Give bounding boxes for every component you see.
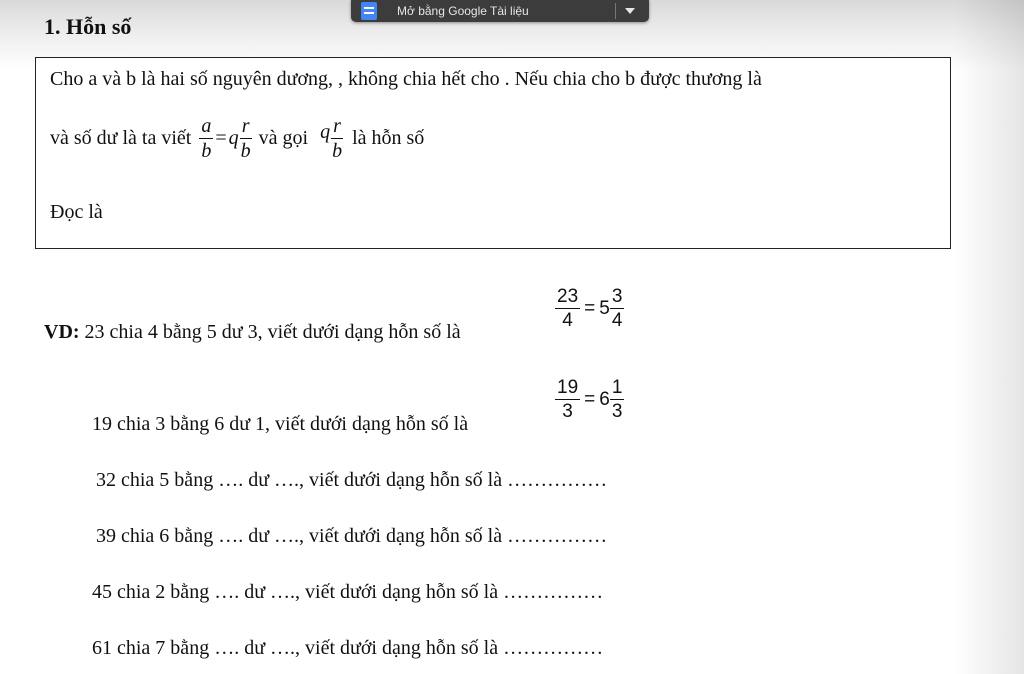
example-1-sentence: 23 chia 4 bằng 5 dư 3, viết dưới dạng hỗn số là [79, 321, 461, 343]
definition-box [35, 57, 951, 249]
mixed-number-fraction [610, 378, 625, 421]
exercise-line: 39 chia 6 bằng …. dư …., viết dưới dạng hỗn số là …………… [96, 525, 608, 547]
definition-line-2-suffix: là hỗn số [352, 127, 425, 149]
exercise-line: 45 chia 2 bằng …. dư …., viết dưới dạng hỗn số là …………… [92, 581, 604, 603]
fraction-a-over-b [199, 116, 213, 161]
example-1-text [44, 321, 461, 344]
fraction-denominator: 4 [611, 310, 623, 331]
fraction-numerator: 23 [557, 286, 579, 307]
example-2-text: 19 chia 3 bằng 6 dư 1, viết dưới dạng hỗn số là [92, 413, 469, 435]
mixed-number-whole: 5 [599, 297, 610, 319]
toolbar-divider [615, 3, 616, 19]
right-shadow [954, 0, 1024, 674]
definition-line-2-prefix: và số dư là ta viết [50, 127, 192, 149]
fraction-numerator: a [201, 115, 212, 137]
definition-line-3: Đọc là [50, 201, 103, 223]
exercise-line: 32 chia 5 bằng …. dư …., viết dưới dạng hỗn số là …………… [96, 469, 608, 491]
fraction-denominator: b [201, 140, 212, 162]
fraction-denominator: b [332, 140, 343, 162]
fraction-denominator: b [240, 140, 251, 162]
mixed-number-fraction [610, 287, 625, 330]
chevron-down-icon[interactable] [625, 8, 635, 14]
equals-sign: = [584, 388, 596, 410]
definition-line-2 [50, 116, 424, 161]
section-heading: 1. Hỗn số [44, 14, 132, 39]
definition-line-1: Cho a và b là hai số nguyên dương, , không chia hết cho . Nếu chia cho b được thương là [50, 68, 762, 90]
improper-fraction [555, 287, 580, 330]
open-with-google-docs-button[interactable] [351, 0, 649, 22]
fraction-numerator: 3 [611, 286, 623, 307]
example-2-equation [555, 378, 624, 421]
mixed-number-whole: 6 [599, 388, 610, 410]
example-1-equation [555, 287, 624, 330]
fraction-denominator: 3 [562, 401, 573, 422]
fraction-numerator: 19 [557, 377, 579, 398]
fraction-numerator: 1 [611, 377, 623, 398]
equals-sign: = [584, 297, 596, 319]
improper-fraction [555, 378, 580, 421]
fraction-denominator: 4 [562, 310, 573, 331]
exercise-line: 61 chia 7 bằng …. dư …., viết dưới dạng hỗn số là …………… [92, 637, 604, 659]
fraction-r-over-b [239, 116, 253, 161]
fraction-denominator: 3 [611, 401, 623, 422]
quotient-symbol: q [320, 121, 331, 143]
example-label: VD: [44, 321, 80, 343]
equals-sign: = [215, 127, 227, 149]
open-with-google-docs-label: Mở bằng Google Tài liệu [397, 4, 529, 18]
quotient-symbol: q [228, 127, 239, 149]
google-docs-icon [361, 2, 377, 20]
fraction-numerator: r [333, 115, 341, 137]
fraction-numerator: r [241, 115, 250, 137]
fraction-r-over-b [330, 116, 344, 161]
definition-line-2-mid: và gọi [258, 127, 309, 149]
